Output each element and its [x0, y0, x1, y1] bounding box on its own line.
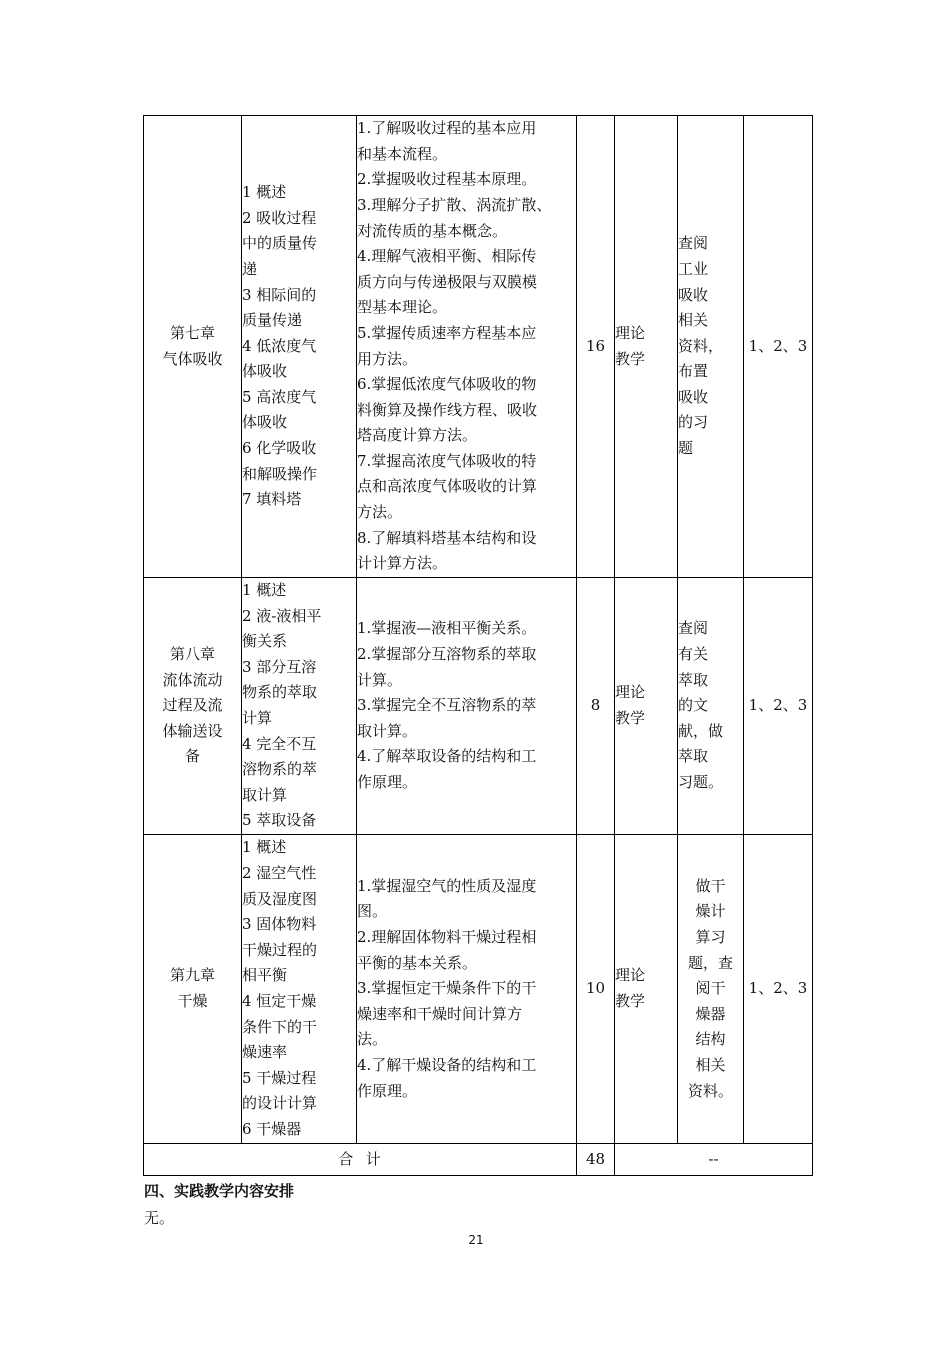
goal-line: 2.掌握部分互溶物系的萃取 — [357, 645, 537, 664]
assignment-line: 布置 — [678, 362, 709, 381]
assignment-line: 萃取 — [678, 670, 709, 689]
chapter-line: 体输送设 — [162, 721, 223, 740]
topic-line: 5 萃取设备 — [242, 811, 317, 830]
topics-cell — [242, 835, 357, 1144]
total-dash-cell — [615, 1144, 813, 1176]
goal-line: 计计算方法。 — [357, 554, 448, 573]
chapter-line: 气体吸收 — [162, 349, 223, 368]
table-row — [144, 116, 813, 578]
total-label — [144, 1144, 577, 1176]
references-cell — [744, 116, 813, 578]
goal-line: 1.掌握湿空气的性质及湿度 — [357, 876, 537, 895]
references-cell — [744, 835, 813, 1144]
topic-line: 条件下的干 — [242, 1017, 318, 1036]
goal-line: 6.掌握低浓度气体吸收的物 — [357, 375, 537, 394]
references-cell — [744, 578, 813, 835]
chapter-line: 第九章 — [169, 966, 215, 985]
topic-line: 2 液-液相平 — [242, 606, 322, 625]
topic-line: 燥速率 — [242, 1043, 288, 1062]
assignment-line: 结构 — [695, 1030, 726, 1049]
chapter-line: 流体流动 — [162, 670, 223, 689]
assignment-line: 的习 — [678, 413, 709, 432]
goal-line: 平衡的基本关系。 — [357, 953, 478, 972]
goal-line: 型基本理论。 — [357, 298, 448, 317]
assignment-line: 吸收 — [678, 387, 709, 406]
goal-line: 4.了解干燥设备的结构和工 — [357, 1055, 537, 1074]
topic-line: 2 吸收过程 — [242, 208, 317, 227]
assignment-line: 相关 — [678, 311, 709, 330]
topic-line: 1 概述 — [242, 183, 287, 202]
assignment-line: 献，做 — [678, 721, 724, 740]
goal-line: 4.理解气液相平衡、相际传 — [357, 247, 537, 266]
goal-line: 作原理。 — [357, 1081, 418, 1100]
total-label-text: 合 计 — [338, 1149, 382, 1168]
goals-cell — [357, 835, 577, 1144]
assignment-line: 有关 — [678, 645, 709, 664]
goal-line: 计算。 — [357, 670, 403, 689]
syllabus-table — [143, 115, 813, 1176]
topics-cell — [242, 578, 357, 835]
hours-cell — [577, 116, 615, 578]
topic-line: 体吸收 — [242, 413, 288, 432]
assignment-line: 萃取 — [678, 747, 709, 766]
assignment-line: 阅干 — [695, 979, 726, 998]
goal-line: 8.了解填料塔基本结构和设 — [357, 528, 537, 547]
goal-line: 取计算。 — [357, 721, 418, 740]
method-line: 教学 — [615, 709, 646, 727]
chapter-line: 过程及流 — [162, 696, 223, 715]
references-value: 1、2、3 — [748, 979, 808, 998]
assignment-line: 查阅 — [678, 234, 709, 253]
chapter-cell — [144, 835, 242, 1144]
goal-line: 和基本流程。 — [357, 144, 448, 163]
method-line: 理论 — [615, 966, 646, 985]
topic-line: 6 干燥器 — [242, 1119, 302, 1138]
hours-value: 8 — [590, 696, 601, 715]
topic-line: 计算 — [242, 709, 273, 727]
total-hours-cell — [577, 1144, 615, 1176]
assignment-line: 查阅 — [678, 619, 709, 638]
goal-line: 3.理解分子扩散、涡流扩散、 — [357, 195, 552, 214]
table-row — [144, 578, 813, 835]
total-hours-value: 48 — [585, 1149, 606, 1168]
topics-cell — [242, 116, 357, 578]
hours-cell — [577, 835, 615, 1144]
assignment-line: 题，查 — [687, 953, 733, 972]
topic-line: 4 完全不互 — [242, 734, 317, 753]
method-line: 教学 — [615, 349, 646, 368]
assignment-line: 的文 — [678, 696, 709, 715]
assignment-line: 工业 — [678, 259, 709, 278]
assignment-line: 燥计 — [695, 902, 726, 921]
assignment-cell — [678, 835, 744, 1144]
method-cell — [615, 116, 678, 578]
topic-line: 5 干燥过程 — [242, 1068, 317, 1087]
section-body: 无。 — [144, 1209, 175, 1227]
references-value: 1、2、3 — [748, 696, 808, 715]
topic-line: 质量传递 — [242, 311, 303, 330]
assignment-cell — [678, 578, 744, 835]
total-row — [144, 1144, 813, 1176]
topic-line: 的设计计算 — [242, 1094, 318, 1113]
assignment-line: 资料， — [678, 336, 724, 355]
goal-line: 料衡算及操作线方程、吸收 — [357, 400, 538, 419]
table-row — [144, 835, 813, 1144]
method-cell — [615, 835, 678, 1144]
method-line: 教学 — [615, 992, 646, 1010]
topic-line: 衡关系 — [242, 632, 288, 651]
topic-line: 和解吸操作 — [242, 464, 318, 483]
topic-line: 相平衡 — [242, 966, 288, 985]
assignment-line: 燥器 — [695, 1004, 726, 1023]
topic-line: 7 填料塔 — [242, 490, 302, 509]
goal-line: 5.掌握传质速率方程基本应 — [357, 323, 537, 342]
chapter-cell — [144, 116, 242, 578]
hours-value: 10 — [585, 979, 606, 998]
chapter-line: 第八章 — [169, 645, 215, 664]
assignment-line: 算习 — [695, 928, 726, 947]
topic-line: 中的质量传 — [242, 234, 318, 253]
topic-line: 3 相际间的 — [242, 285, 317, 304]
topic-line: 干燥过程的 — [242, 940, 318, 959]
goal-line: 对流传质的基本概念。 — [357, 221, 508, 240]
assignment-line: 吸收 — [678, 285, 709, 304]
method-cell — [615, 578, 678, 835]
goals-cell — [357, 116, 577, 578]
topic-line: 体吸收 — [242, 362, 288, 381]
goal-line: 法。 — [357, 1030, 388, 1049]
goal-line: 方法。 — [357, 503, 403, 522]
goal-line: 作原理。 — [357, 772, 418, 791]
assignment-cell — [678, 116, 744, 578]
goal-line: 2.掌握吸收过程基本原理。 — [357, 170, 537, 189]
chapter-line: 干燥 — [177, 992, 208, 1010]
assignment-line: 习题。 — [678, 772, 724, 791]
goal-line: 质方向与传递极限与双膜模 — [357, 272, 538, 291]
goal-line: 点和高浓度气体吸收的计算 — [357, 477, 538, 496]
topic-line: 5 高浓度气 — [242, 387, 317, 406]
goal-line: 1.掌握液—液相平衡关系。 — [357, 619, 537, 638]
goals-cell — [357, 578, 577, 835]
topic-line: 质及湿度图 — [242, 889, 318, 908]
goal-line: 3.掌握完全不互溶物系的萃 — [357, 696, 537, 715]
chapter-line: 第七章 — [169, 323, 215, 342]
hours-cell — [577, 578, 615, 835]
goal-line: 1.了解吸收过程的基本应用 — [357, 119, 537, 138]
topic-line: 1 概述 — [242, 838, 287, 857]
assignment-line: 相关 — [695, 1055, 726, 1074]
assignment-line: 做干 — [695, 876, 726, 895]
page-number: 21 — [468, 1233, 484, 1247]
goal-line: 用方法。 — [357, 349, 418, 368]
goal-line: 图。 — [357, 902, 388, 921]
goal-line: 燥速率和干燥时间计算方 — [357, 1004, 523, 1023]
assignment-line: 题 — [678, 439, 694, 458]
topic-line: 2 湿空气性 — [242, 864, 317, 883]
topic-line: 取计算 — [242, 785, 288, 804]
references-value: 1、2、3 — [748, 336, 808, 355]
section-heading: 四、实践教学内容安排 — [144, 1182, 295, 1200]
goal-line: 3.掌握恒定干燥条件下的干 — [357, 979, 537, 998]
method-line: 理论 — [615, 323, 646, 342]
assignment-line: 资料。 — [687, 1081, 733, 1100]
topic-line: 3 固体物料 — [242, 915, 317, 934]
goal-line: 4.了解萃取设备的结构和工 — [357, 747, 537, 766]
topic-line: 溶物系的萃 — [242, 760, 318, 779]
method-line: 理论 — [615, 683, 646, 702]
total-dash-value: -- — [708, 1149, 719, 1168]
topic-line: 1 概述 — [242, 581, 287, 600]
hours-value: 16 — [585, 336, 606, 355]
goal-line: 7.掌握高浓度气体吸收的特 — [357, 451, 537, 470]
topic-line: 4 恒定干燥 — [242, 992, 317, 1010]
goal-line: 塔高度计算方法。 — [357, 426, 478, 445]
chapter-line: 备 — [184, 747, 200, 766]
topic-line: 4 低浓度气 — [242, 336, 317, 355]
chapter-cell — [144, 578, 242, 835]
topic-line: 6 化学吸收 — [242, 439, 317, 458]
topic-line: 递 — [242, 259, 258, 278]
goal-line: 2.理解固体物料干燥过程相 — [357, 928, 537, 947]
topic-line: 3 部分互溶 — [242, 657, 317, 676]
topic-line: 物系的萃取 — [242, 683, 318, 702]
